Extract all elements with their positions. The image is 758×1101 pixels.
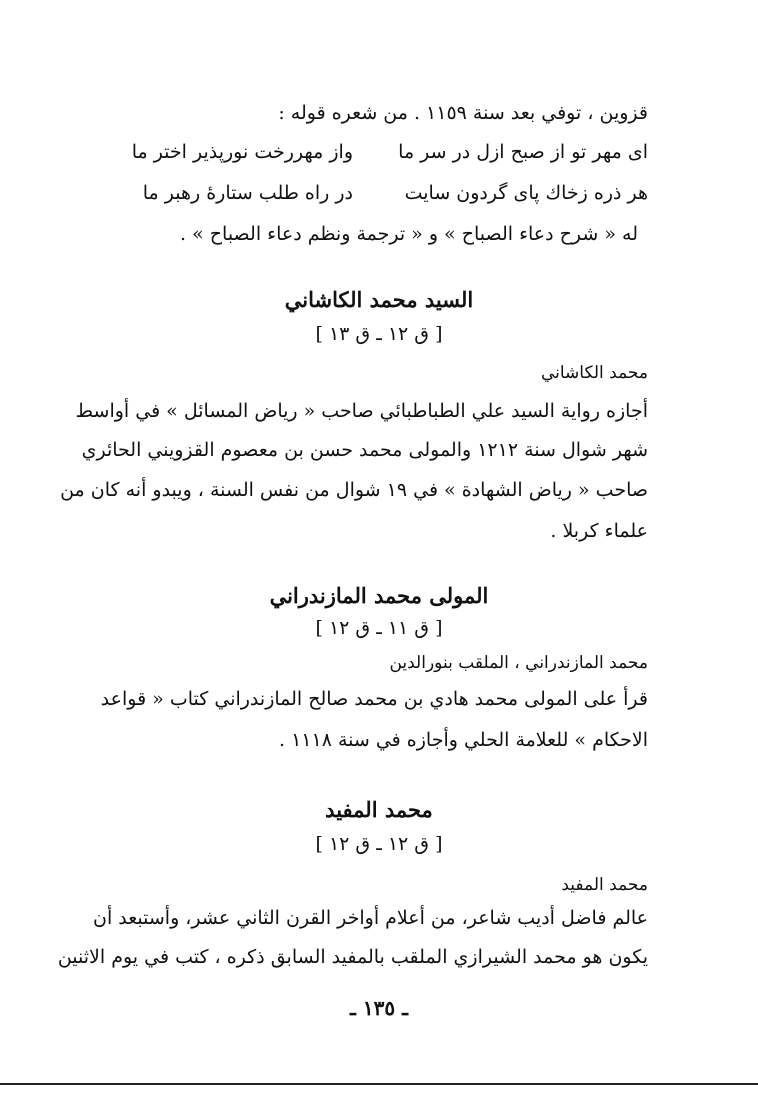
entry-name: محمد الكاشاني [540, 363, 648, 383]
works-line: له « شرح دعاء الصباح » و « ترجمة ونظم دعاء الصباح » . [180, 223, 638, 245]
entry-name: محمد المفيد [561, 875, 648, 895]
entry-heading: السيد محمد الكاشاني [284, 287, 474, 312]
bottom-rule [0, 1083, 758, 1085]
entry-century-range: [ ق ١٢ ـ ق ١٢ ] [315, 833, 443, 855]
entry-text-line: يكون هو محمد الشيرازي الملقب بالمفيد السابق ذكره ، كتب في يوم الاثنين [57, 946, 648, 968]
intro-line: قزوين ، توفي بعد سنة ١١٥٩ . من شعره قوله : [278, 102, 648, 124]
entry-text-line: علماء كربلا . [550, 520, 648, 542]
entry-century-range: [ ق ١٢ ـ ق ١٣ ] [315, 323, 443, 345]
entry-name: محمد المازندراني ، الملقب بنورالدين [389, 653, 648, 673]
entry-heading: المولى محمد المازندراني [269, 583, 489, 608]
entry-text-line: الاحكام » للعلامة الحلي وأجازه في سنة ١١١٨ . [278, 729, 648, 751]
entry-text-line: شهر شوال سنة ١٢١٢ والمولى محمد حسن بن معصوم القزويني الحائري [81, 439, 648, 461]
entry-century-range: [ ق ١١ ـ ق ١٢ ] [315, 617, 443, 639]
entry-text-line: عالم فاضل أديب شاعر، من أعلام أواخر القرن الثاني عشر، وأستبعد أن [93, 907, 648, 929]
entry-text-line: قرأ على المولى محمد هادي بن محمد صالح المازندراني كتاب « قواعد [100, 688, 648, 710]
poem-hemistich-left: واز مهررخت نورپذير اختر ما [131, 141, 353, 163]
poem-hemistich-right: اى مهر تو از صبح ازل در سر ما [398, 141, 648, 163]
entry-heading: محمد المفيد [325, 797, 433, 822]
page-number: ـ ١٣٥ ـ [350, 996, 408, 1020]
entry-text-line: صاحب « رياض الشهادة » في ١٩ شوال من نفس السنة ، ويبدو أنه كان من [60, 479, 648, 501]
poem-hemistich-right: هر ذره زخاك پاى گردون سايت [404, 182, 648, 204]
poem-hemistich-left: در راه طلب ستارهٔ رهبر ما [142, 182, 353, 204]
entry-text-line: أجازه رواية السيد علي الطباطبائي صاحب « رياض المسائل » في أواسط [75, 400, 648, 422]
